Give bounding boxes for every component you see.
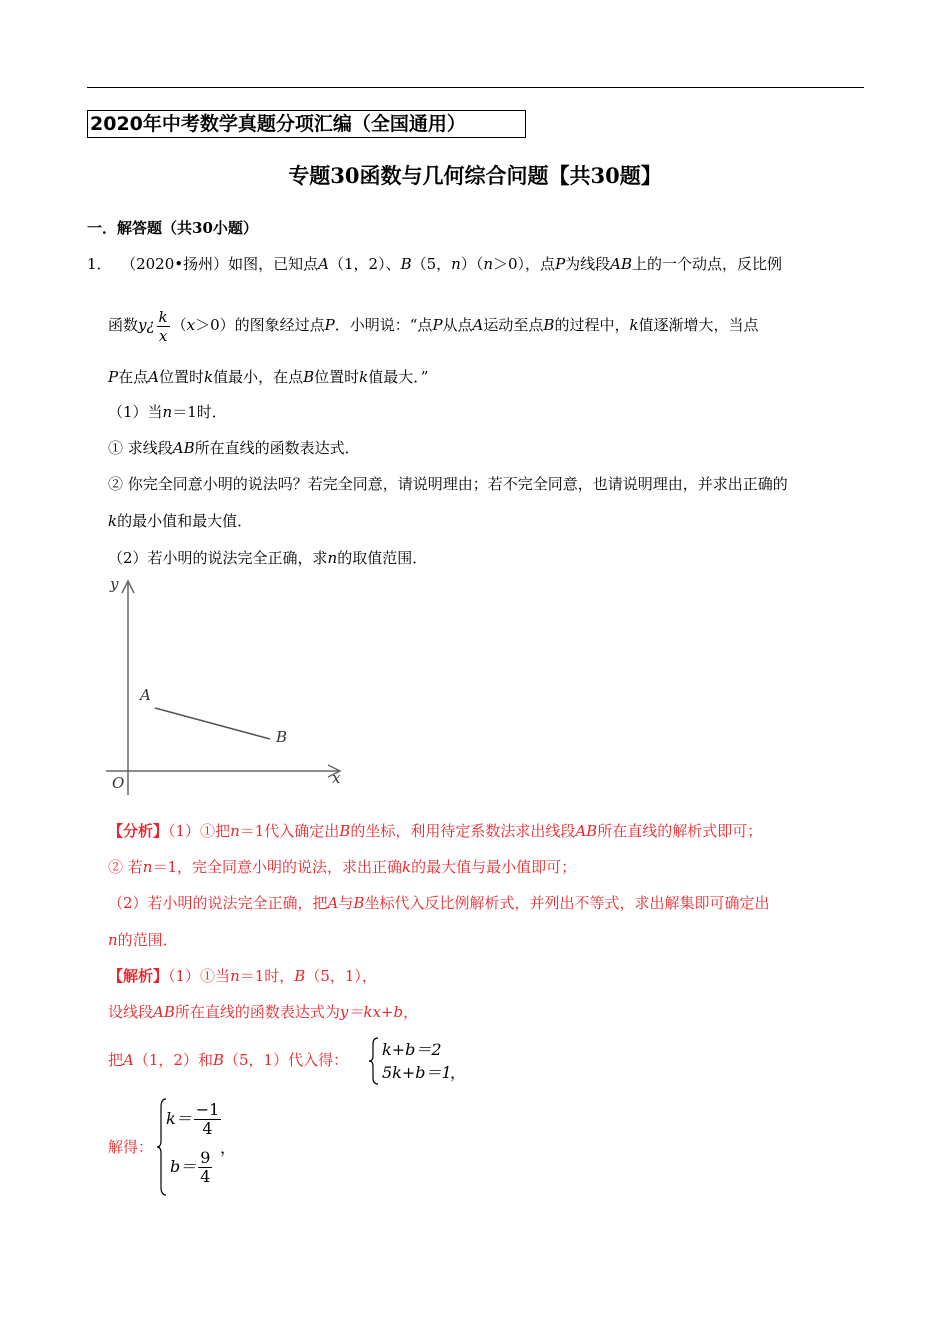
var-a: A	[148, 368, 159, 386]
text: 所在直线的解析式即可；	[597, 822, 763, 840]
text: （2）若小明的说法完全正确，把	[108, 894, 328, 912]
text: （	[171, 316, 187, 334]
comma: ，	[450, 1063, 467, 1082]
brace-icon	[368, 1036, 380, 1086]
linear-equation: y＝kx+b	[339, 1003, 404, 1021]
problem-line-2	[108, 306, 759, 345]
var-a: A	[123, 1051, 134, 1069]
equation-row-2: 5k+b＝1	[382, 1063, 452, 1082]
text: （1，2）、	[328, 255, 401, 273]
analysis-line-4	[108, 930, 178, 950]
series-title: 2020年中考数学真题分项汇编（全国通用）	[87, 110, 526, 138]
text: 如图，已知点	[228, 255, 319, 273]
var-p: P	[324, 316, 335, 334]
var-ab: AB	[610, 255, 633, 273]
fraction-k-over-x	[157, 308, 170, 345]
text: 上的一个动点，反比例	[632, 255, 783, 273]
solution-line-2	[108, 1002, 418, 1022]
text: 的过程中，	[554, 316, 630, 334]
fraction-b-value	[198, 1149, 212, 1186]
section-heading: 一．解答题（共30小题）	[87, 219, 258, 237]
problem-line-3	[108, 367, 428, 387]
var-b: B	[212, 1051, 224, 1069]
text: ．小明说：“点	[334, 316, 433, 334]
var-a: A	[472, 316, 484, 334]
fraction-denominator: 4	[202, 1119, 213, 1138]
text: （1）①当	[168, 967, 231, 985]
text: 所在直线的函数表达式为	[174, 1003, 340, 1021]
analysis-line-1	[108, 821, 762, 841]
solution-tag: 【解析】	[108, 967, 169, 985]
text: 的最小值和最大值．	[117, 512, 253, 530]
segment-ab	[155, 708, 270, 739]
text: 位置时	[314, 368, 360, 386]
text: ，	[403, 1003, 419, 1021]
var-k: k	[629, 316, 639, 334]
text: （5，1）代入得：	[223, 1051, 349, 1069]
problem-source: （2020•扬州）	[121, 255, 229, 273]
fraction-k-value	[194, 1101, 222, 1138]
var-a: A	[327, 894, 339, 912]
text: 为线段	[565, 255, 611, 273]
equation-row-1: k+b＝2	[382, 1040, 442, 1059]
fraction-numerator: k	[158, 307, 168, 326]
x-axis-label: x	[332, 769, 341, 787]
var-n: n	[327, 549, 338, 567]
y-axis-label: y	[110, 575, 119, 593]
text: 与	[338, 894, 354, 912]
text: （5，	[411, 255, 452, 273]
origin-label: O	[112, 774, 125, 792]
var-b: B	[303, 368, 315, 386]
fraction-denominator: 4	[200, 1167, 211, 1186]
text: ）（	[460, 255, 484, 273]
comma: ，	[220, 1138, 237, 1157]
var-p: P	[108, 368, 119, 386]
question-1-2: ② 你完全同意小明的说法吗？若完全同意，请说明理由；若不完全同意，也请说明理由，并求出正确的	[108, 475, 788, 493]
solution-k	[166, 1101, 223, 1138]
question-2	[108, 548, 427, 568]
text: （1）当	[108, 403, 163, 421]
coordinate-graph	[100, 575, 350, 800]
var-n: n	[162, 403, 173, 421]
var-n: n	[142, 858, 153, 876]
topic-title: 专题30函数与几何综合问题【共30题】	[288, 163, 662, 188]
text: 所在直线的函数表达式．	[194, 439, 360, 457]
problem-line-1	[87, 254, 782, 274]
text: ＝1时．	[172, 403, 227, 421]
question-1-1	[108, 438, 360, 458]
question-1	[108, 402, 227, 422]
var-ab: AB	[575, 822, 598, 840]
function-y: y¿	[138, 316, 155, 334]
var-p: P	[555, 255, 566, 273]
text: ＞0）的图象经过点	[195, 316, 325, 334]
text: 运动至点	[483, 316, 544, 334]
text: ＝1时，	[239, 967, 295, 985]
analysis-tag: 【分析】	[108, 822, 169, 840]
text: 值最小，在点	[213, 368, 304, 386]
text: ② 若	[108, 858, 143, 876]
var-ab: AB	[172, 439, 195, 457]
var-n: n	[451, 255, 461, 273]
problem-number: 1．	[87, 255, 112, 273]
var-b: B	[353, 894, 365, 912]
point-a-label: A	[140, 686, 151, 704]
text: ＝1代入确定出	[239, 822, 340, 840]
question-1-2-cont	[108, 511, 252, 531]
var-k: k	[359, 368, 369, 386]
text: 坐标代入反比例解析式，并列出不等式，求出解集即可确定出	[364, 894, 770, 912]
var-b: B	[294, 967, 306, 985]
var-n: n	[230, 822, 240, 840]
text: 值逐渐增大，当点	[638, 316, 759, 334]
text: （1）①把	[168, 822, 231, 840]
var-ab: AB	[153, 1003, 175, 1021]
text: （2）若小明的说法完全正确，求	[108, 549, 328, 567]
text: 值最大．”	[368, 368, 429, 386]
text: 位置时	[158, 368, 204, 386]
text: 从点	[442, 316, 473, 334]
equation-system-1	[368, 1036, 468, 1086]
var-a: A	[318, 255, 329, 273]
fraction-numerator: −1	[195, 1100, 220, 1119]
text: 设线段	[108, 1003, 154, 1021]
text: ＞0），点	[493, 255, 556, 273]
text: 的取值范围．	[337, 549, 428, 567]
solution-line-4: 解得：	[108, 1138, 154, 1156]
var-k: k	[402, 858, 412, 876]
k-equals: k＝	[166, 1109, 192, 1128]
text: 函数	[108, 316, 139, 334]
solution-b	[170, 1149, 214, 1186]
text: 把	[108, 1051, 124, 1069]
var-b: B	[339, 822, 351, 840]
var-b: B	[543, 316, 555, 334]
var-k: k	[203, 368, 214, 386]
text: 的坐标，利用待定系数法求出线段	[350, 822, 576, 840]
fraction-denominator: x	[158, 326, 168, 345]
solution-line-3	[108, 1050, 348, 1070]
text: 的范围．	[117, 931, 178, 949]
text: （1，2）和	[133, 1051, 213, 1069]
equation-system-2	[156, 1097, 246, 1197]
var-k: k	[108, 512, 118, 530]
text: （5，1），	[305, 967, 377, 985]
var-p: P	[432, 316, 443, 334]
var-n: n	[483, 255, 494, 273]
text: 在点	[118, 368, 149, 386]
analysis-line-3	[108, 893, 769, 913]
text: ① 求线段	[108, 439, 173, 457]
solution-line-1	[108, 966, 377, 986]
point-b-label: B	[276, 728, 288, 746]
var-x: x	[186, 316, 196, 334]
analysis-line-2	[108, 857, 576, 877]
var-n: n	[108, 931, 118, 949]
header-rule	[87, 87, 864, 88]
b-equals: b＝	[170, 1157, 197, 1176]
text: ＝1，完全同意小明的说法，求出正确	[152, 858, 402, 876]
var-n: n	[230, 967, 240, 985]
fraction-numerator: 9	[200, 1148, 211, 1167]
var-b: B	[400, 255, 412, 273]
text: 的最大值与最小值即可；	[411, 858, 577, 876]
